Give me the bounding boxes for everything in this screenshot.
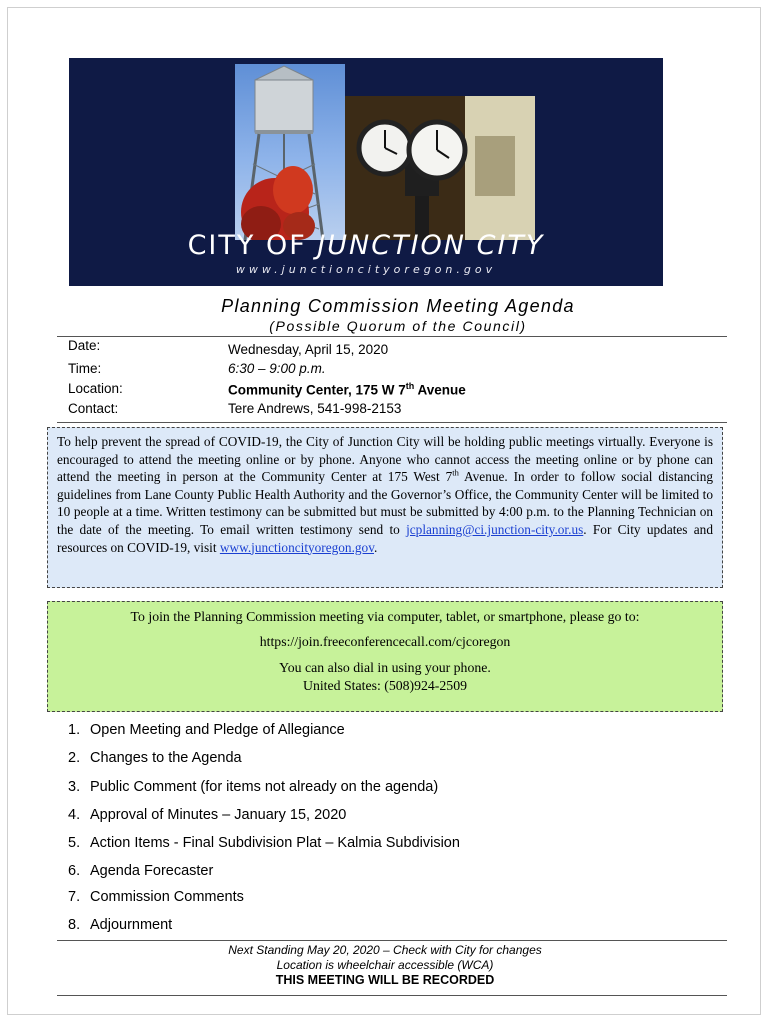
email-link[interactable]: jcplanning@ci.junction-city.or.us xyxy=(406,521,584,537)
agenda-title: Planning Commission Meeting Agenda xyxy=(221,296,575,316)
accessibility-note: Location is wheelchair accessible (WCA) xyxy=(276,958,494,972)
agenda-item: 2. Changes to the Agenda xyxy=(68,750,242,766)
agenda-item: 1. Open Meeting and Pledge of Allegiance xyxy=(68,722,345,738)
banner-title: CITY OF JUNCTION CITY xyxy=(187,230,545,261)
date-value: Wednesday, April 15, 2020 xyxy=(228,342,389,357)
website-link[interactable]: www.junctioncityoregon.gov xyxy=(219,539,374,555)
agenda-item: 7. Commission Comments xyxy=(68,889,244,905)
city-banner xyxy=(69,58,663,286)
join-meeting-box xyxy=(47,601,723,712)
location-label: Location: xyxy=(68,381,123,396)
contact-value: Tere Andrews, 541-998-2153 xyxy=(228,401,402,416)
agenda-item: 4. Approval of Minutes – January 15, 2020 xyxy=(68,807,347,823)
time-value: 6:30 – 9:00 p.m. xyxy=(228,361,326,376)
time-label: Time: xyxy=(68,361,102,376)
header-rule xyxy=(57,336,727,337)
footer-rule-top xyxy=(57,940,727,941)
agenda-item: 6. Agenda Forecaster xyxy=(68,863,214,879)
covid-notice: To help prevent the spread of COVID-19, the City of Junction City will be holding public meetings virtually. Everyone is encouraged to attend the meeting online or by phone. Anyone who cannot access the meeting online or by phone can attend the meeting in person at the Community Center at 175 West 7th Avenue. In order to follow social distancing guidelines from Lane County Public Health Authority and the Governor’s Office, the Community Center will be limited to 10 people at a time. Written testimony can be submitted but must be submitted by 4:00 p.m. to the Planning Technician on the date of the meeting. To email written testimony send to jcplanning@ci.junction-city.or.us. For City updates and resources on COVID-19, visit www.junctioncityoregon.gov. xyxy=(47,427,723,588)
recording-notice: THIS MEETING WILL BE RECORDED xyxy=(275,973,495,987)
dial-in-number: United States: (508)924-2509 xyxy=(302,678,467,693)
footer-rule-bottom xyxy=(57,995,727,996)
banner-url: www.junctioncityoregon.gov xyxy=(235,263,497,276)
date-label: Date: xyxy=(68,338,101,353)
contact-label: Contact: xyxy=(68,401,119,416)
water-tower-photo xyxy=(235,64,345,240)
agenda-item: 5. Action Items - Final Subdivision Plat – Kalmia Subdivision xyxy=(68,835,460,851)
location-value: Community Center, 175 W 7th Avenue xyxy=(228,381,466,398)
join-instructions: To join the Planning Commission meeting via computer, tablet, or smartphone, please go to: xyxy=(130,609,640,624)
agenda-subtitle: (Possible Quorum of the Council) xyxy=(269,318,527,334)
clock-photo xyxy=(345,96,535,240)
agenda-item: 8. Adjournment xyxy=(68,917,173,933)
agenda-item: 3. Public Comment (for items not already on the agenda) xyxy=(68,779,439,795)
join-url[interactable]: https://join.freeconferencecall.com/cjcoregon xyxy=(259,634,511,649)
next-meeting-note: Next Standing May 20, 2020 – Check with City for changes xyxy=(228,943,542,957)
dial-in-text: You can also dial in using your phone. xyxy=(279,660,491,675)
info-rule xyxy=(57,422,727,423)
